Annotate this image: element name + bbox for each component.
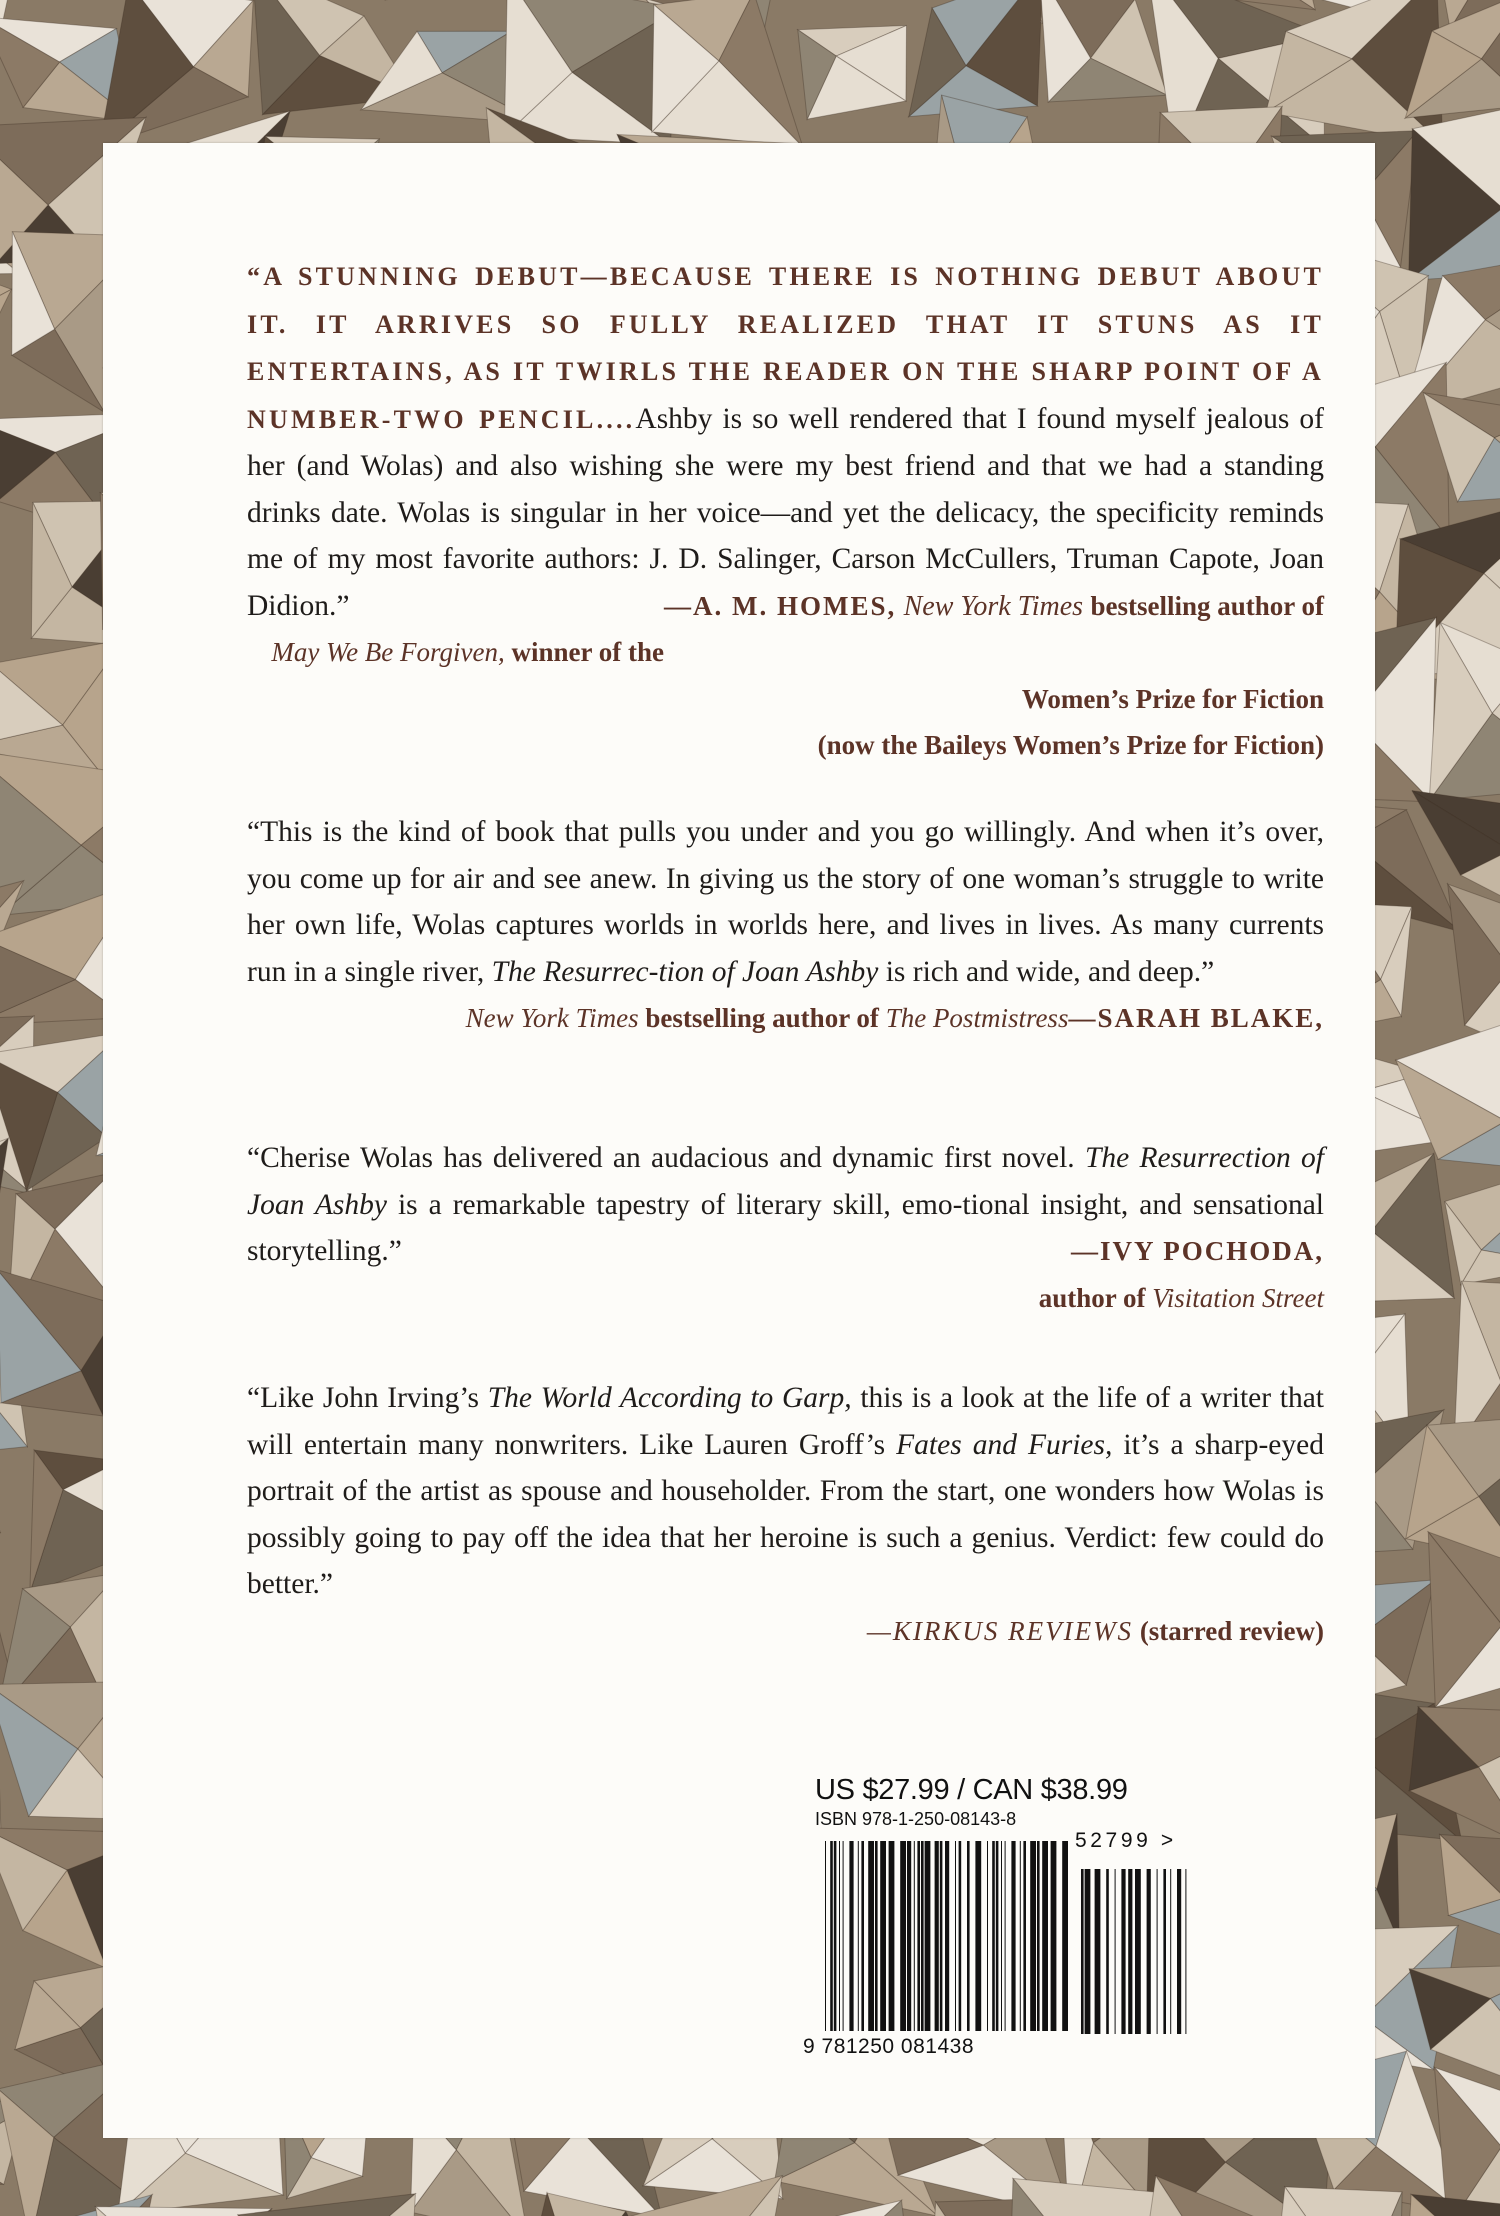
blurb-homes-body: Ashby is so well rendered that I found myself jealous of her (and Wolas) and also wishing she were my best friend and that we had a standing drinks date. Wolas is singular in her voice—and yet the delicacy, the specificity reminds me of my most favorite authors: J. D. Salinger, Carson McCullers, Truman Capote, Joan Didion.” xyxy=(247,402,1324,622)
barcode-bar xyxy=(849,1841,853,2031)
barcode-bar xyxy=(1115,1869,1116,2034)
barcode-bar xyxy=(1042,1841,1048,2031)
price-label: US $27.99 / CAN $38.99 xyxy=(815,1774,1128,1806)
barcode-bar xyxy=(900,1841,906,2031)
blurb-kirkus-body-a: “Like John Irving’s xyxy=(247,1382,480,1414)
barcode-bar xyxy=(907,1841,911,2031)
barcode-bar xyxy=(1170,1869,1171,2034)
back-cover-panel xyxy=(103,143,1375,2138)
barcode-bar xyxy=(1001,1841,1002,2031)
blurb-kirkus xyxy=(247,1375,1324,1654)
barcode-bar xyxy=(1163,1869,1166,2034)
blurb-blake-name: —SARAH BLAKE, xyxy=(1068,1003,1324,1033)
barcode-bar xyxy=(868,1841,874,2031)
barcode-bar xyxy=(1037,1841,1040,2031)
isbn-label: ISBN 978-1-250-08143-8 xyxy=(815,1809,1017,1829)
blurb-homes-prize: winner of the Women’s Prize for Fiction xyxy=(511,637,1324,714)
blurb-pochoda-attribution xyxy=(247,1275,1324,1322)
blurb-pochoda-body-a: “Cherise Wolas has delivered an audacious and dynamic first novel. xyxy=(247,1142,1075,1174)
barcode-block xyxy=(803,1773,1233,2058)
barcode-bar xyxy=(1095,1869,1101,2034)
barcode-bar xyxy=(996,1841,999,2031)
barcode-bar xyxy=(843,1841,844,2031)
blurb-pochoda xyxy=(247,1135,1324,1321)
barcode-bar xyxy=(1030,1841,1036,2031)
blurb-homes-role: bestselling author of xyxy=(1090,590,1324,621)
barcode-bar xyxy=(830,1841,833,2031)
blurb-kirkus-title-b: Fates and Furies, xyxy=(896,1428,1113,1461)
barcode-bar xyxy=(1128,1869,1132,2034)
barcode-bar xyxy=(825,1841,826,2031)
barcode-bar xyxy=(1023,1841,1026,2031)
barcode-bar xyxy=(1135,1869,1141,2034)
barcode-bar xyxy=(1051,1841,1057,2031)
barcode-bar xyxy=(1085,1869,1091,2034)
blurb-pochoda-role: author of xyxy=(1038,1282,1146,1313)
blurb-blake xyxy=(247,809,1324,1042)
barcode-bar xyxy=(1020,1841,1021,2031)
blurb-homes-publication: New York Times xyxy=(903,590,1084,622)
blurb-homes-attribution-line2 xyxy=(247,629,1324,722)
blurb-kirkus-attribution xyxy=(247,1608,1324,1655)
background-facet xyxy=(0,289,11,370)
blurb-homes-book: May We Be Forgiven, xyxy=(271,637,505,667)
blurb-kirkus-body-b: this is a look at the life of a writer that will entertain many nonwriters. Like Lauren Groff’s xyxy=(247,1382,1324,1461)
barcode-bar xyxy=(861,1841,864,2031)
blurb-blake-book: The Postmistress xyxy=(885,1003,1069,1033)
blurb-homes-attribution-line3: (now the Baileys Women’s Prize for Fiction) xyxy=(817,730,1324,760)
blurb-blake-body-a: “This is the kind of book that pulls you under and you go willingly. And when it’s over, you come up for air and see anew. In giving us the story of one woman’s struggle to write her own life, Wolas captures worlds in worlds here, and lives in lives. As many currents run in a single river, xyxy=(247,816,1324,988)
barcode-bar xyxy=(839,1841,840,2031)
barcode-digits: 9 781250 081438 xyxy=(803,2035,974,2058)
blurb-homes-ellipsis: .... xyxy=(596,404,636,434)
barcode-bars xyxy=(803,1833,1223,2038)
barcode-bar xyxy=(935,1841,939,2031)
blurb-pochoda-name: —IVY POCHODA, xyxy=(1071,1236,1324,1266)
blurb-homes-attribution-line1: —A. M. HOMES, New York Times bestselling author of xyxy=(664,590,1324,622)
blurb-kirkus-note: (starred review) xyxy=(1139,1615,1324,1646)
barcode-bar xyxy=(917,1841,920,2031)
barcode-bar xyxy=(967,1841,970,2031)
barcode-bar xyxy=(940,1841,943,2031)
barcode-bar xyxy=(955,1841,956,2031)
blurb-pochoda-title: The Resurrection of Joan Ashby xyxy=(247,1142,1324,1221)
barcode-bar xyxy=(1062,1841,1068,2031)
barcode-bar xyxy=(1121,1869,1125,2034)
blurb-kirkus-name: —KIRKUS REVIEWS xyxy=(866,1615,1134,1646)
barcode-bar xyxy=(992,1841,995,2031)
barcode-bar xyxy=(987,1841,988,2031)
blurb-kirkus-title-a: The World According to Garp, xyxy=(487,1382,852,1414)
barcode-bar xyxy=(889,1841,895,2031)
barcode-bar xyxy=(975,1841,981,2031)
barcode-bar xyxy=(1147,1869,1151,2034)
barcode-bar xyxy=(1081,1869,1084,2034)
blurb-blake-publication: New York Times xyxy=(465,1003,639,1033)
barcode-bar xyxy=(1005,1841,1006,2031)
blurb-blake-role: bestselling author of xyxy=(645,1003,879,1033)
barcode-bar xyxy=(925,1841,931,2031)
blurb-homes xyxy=(247,253,1324,769)
blurb-pochoda-book: Visitation Street xyxy=(1152,1282,1324,1313)
barcode-bar xyxy=(1011,1841,1015,2031)
barcode-bar xyxy=(1185,1869,1186,2034)
blurb-kirkus-body-c: it’s a sharp-eyed portrait of the artist as spouse and householder. From the start, one wonders how Wolas is possibly going to pay off the idea that her heroine is such a genius. Verdict: few could do better.” xyxy=(247,1428,1324,1600)
barcode-bar xyxy=(858,1841,859,2031)
barcode-bar xyxy=(880,1841,886,2031)
barcode-addon-digits: 52799 > xyxy=(1075,1829,1177,1852)
barcode-bar xyxy=(914,1841,915,2031)
blurb-blake-title: The Resurrec-tion of Joan Ashby xyxy=(491,955,879,988)
barcode-bar xyxy=(921,1841,924,2031)
barcode-bar xyxy=(875,1841,878,2031)
barcode-bar xyxy=(959,1841,962,2031)
barcode-bar xyxy=(1177,1869,1181,2034)
blurb-pochoda-body-b: is a remarkable tapestry of literary skill, emo-tional insight, and sensational storytelling.” xyxy=(247,1188,1324,1267)
barcode-bar xyxy=(945,1841,949,2031)
blurb-homes-lead: “A STUNNING DEBUT—BECAUSE THERE IS NOTHING DEBUT ABOUT IT. IT ARRIVES SO FULLY REALIZED THAT IT STUNS AS IT ENTERTAINS, AS IT TWIRLS THE READER ON THE SHARP POINT OF A NUMBER-TWO PENCIL xyxy=(247,262,1324,434)
blurb-blake-body-b: is rich and wide, and deep.” xyxy=(885,955,1215,988)
barcode-bar xyxy=(834,1841,837,2031)
barcode-bar xyxy=(1106,1869,1109,2034)
barcode-bar xyxy=(1157,1869,1158,2034)
